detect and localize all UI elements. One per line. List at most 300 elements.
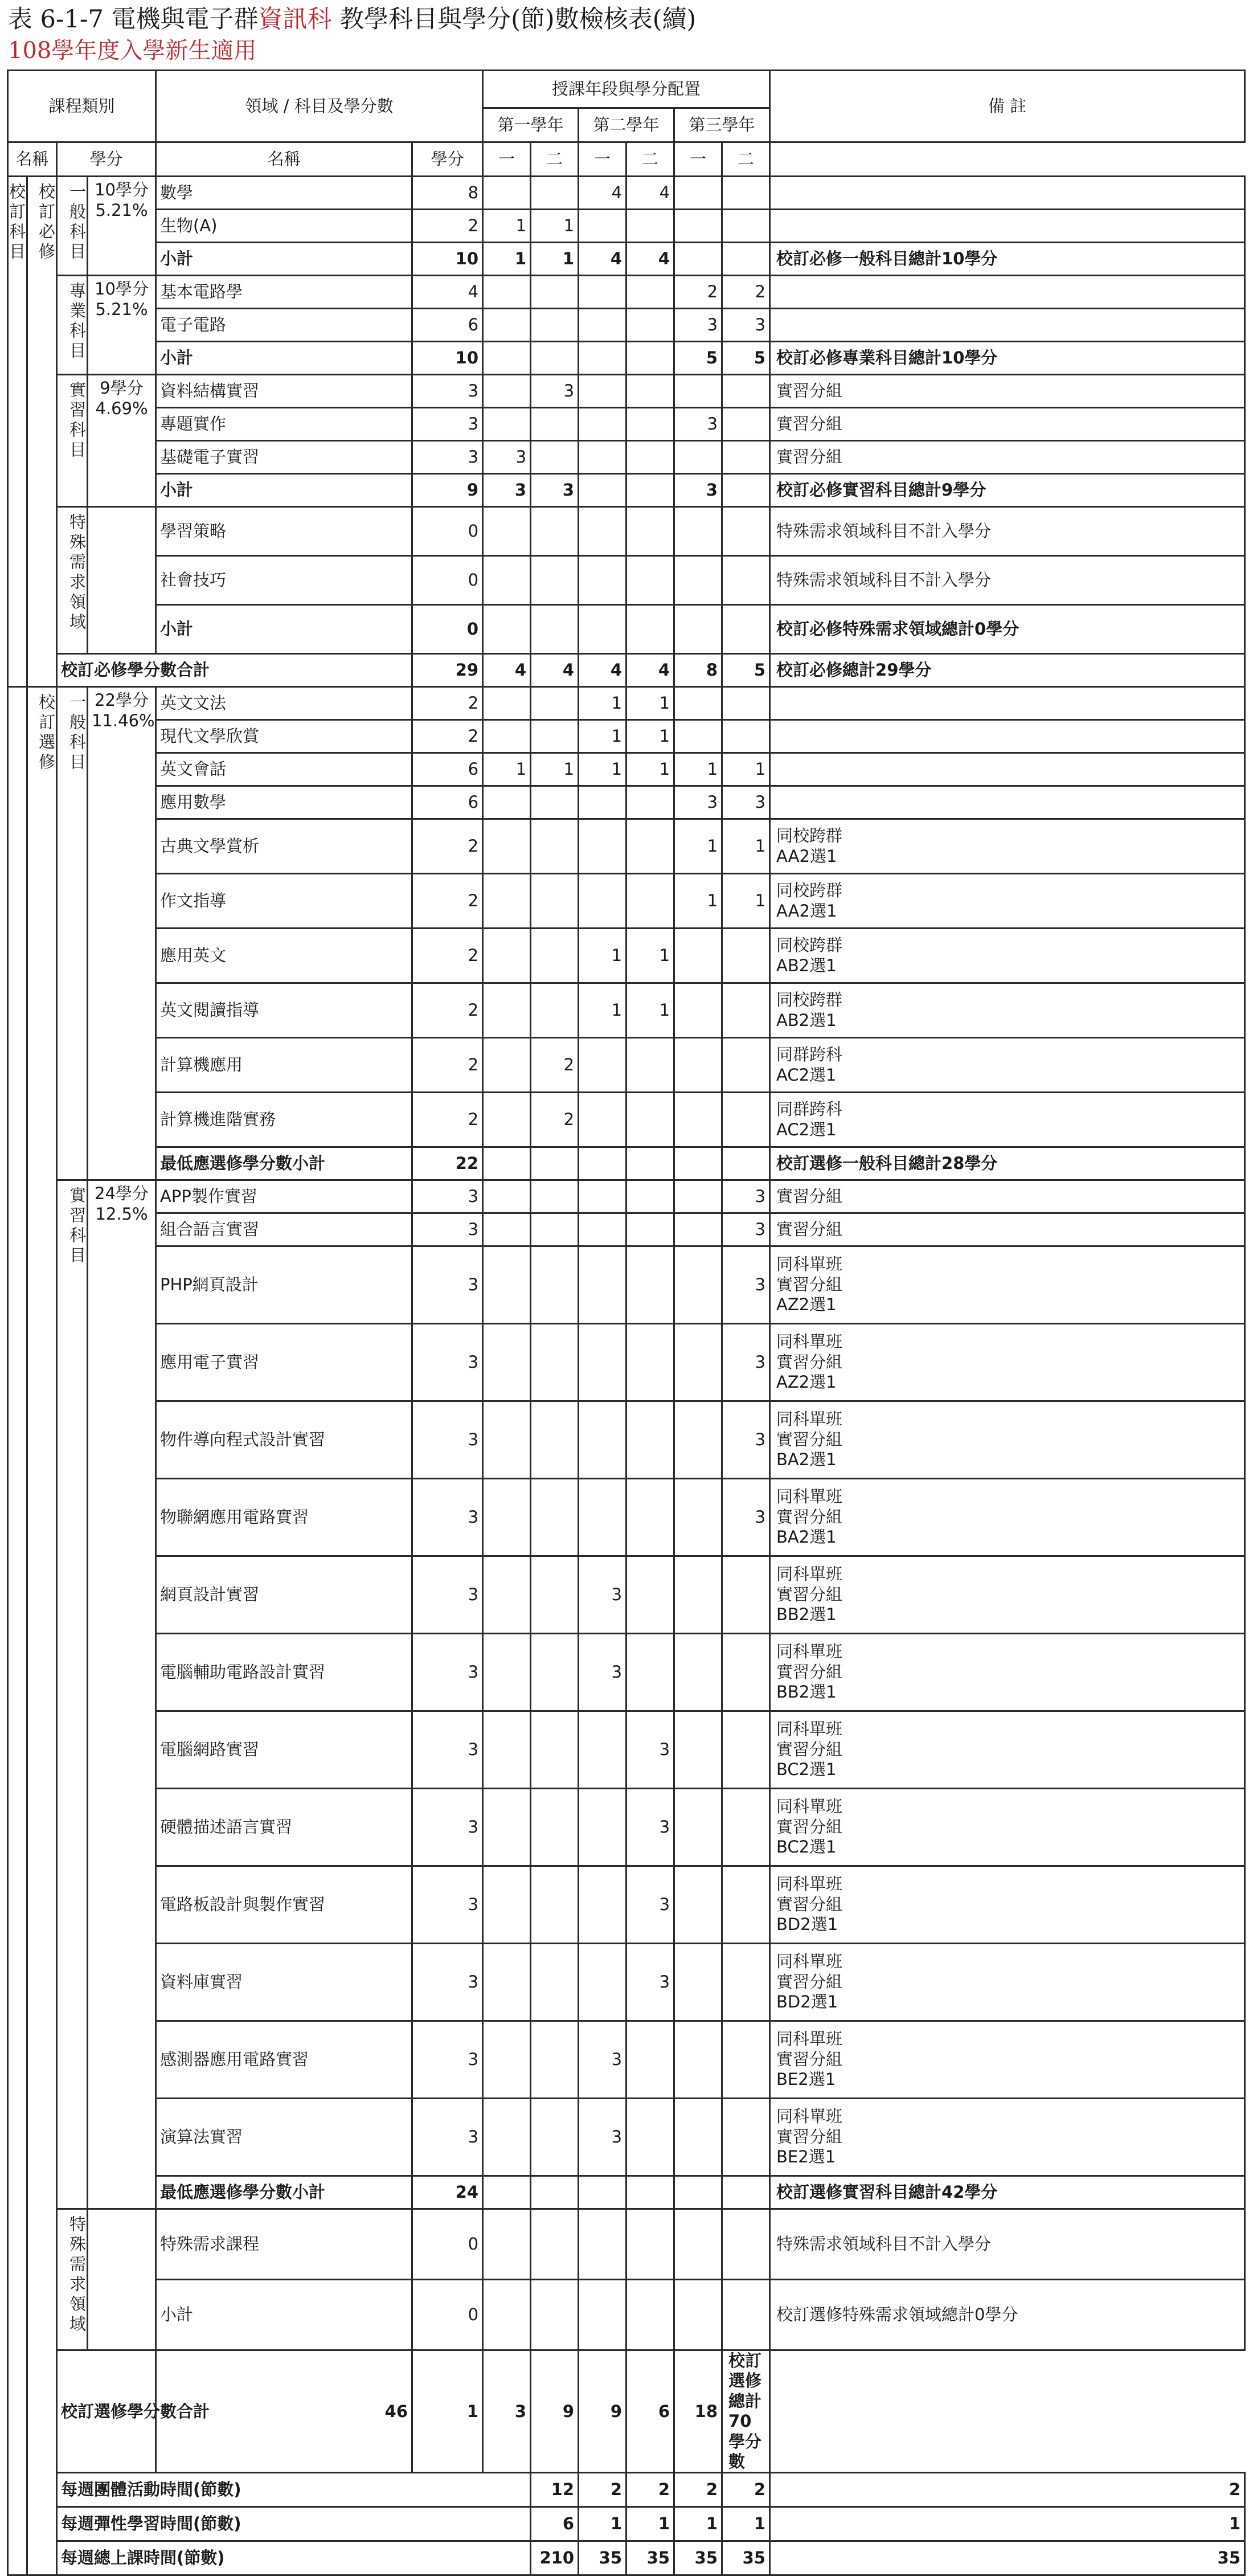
- group-credit-empty: [88, 2209, 156, 2350]
- semester-credit: [722, 605, 770, 654]
- subject-credits: 2: [412, 983, 483, 1038]
- row-note: 同科單班 實習分組 BD2選1: [770, 1944, 1245, 2021]
- table-row: [8, 276, 1245, 309]
- semester-credit: [531, 2176, 579, 2209]
- semester-credit: [579, 1401, 626, 1479]
- table-row: [8, 1556, 1245, 1634]
- subject-credits: 3: [412, 1556, 483, 1634]
- semester-credit: [579, 1324, 626, 1401]
- semester-credit: 18: [674, 2350, 722, 2473]
- subject-credits: 12: [531, 2473, 579, 2507]
- subject-name: 小計: [156, 605, 412, 654]
- semester-credit: [579, 1038, 626, 1093]
- semester-credit: 4: [579, 654, 626, 687]
- table-row: [8, 342, 1245, 375]
- semester-credit: 1: [722, 819, 770, 874]
- table-row: [8, 1944, 1245, 2021]
- row-note: 同群跨科 AC2選1: [770, 1038, 1245, 1093]
- semester-credit: [722, 1093, 770, 1147]
- table-row: [8, 243, 1245, 276]
- semester-credit: [531, 1789, 579, 1866]
- semester-credit: [531, 276, 579, 309]
- semester-credit: 3: [531, 375, 579, 408]
- semester-credit: 3: [626, 1866, 674, 1944]
- table-row: [8, 753, 1245, 786]
- semester-credit: [722, 210, 770, 243]
- semester-credit: [626, 874, 674, 929]
- subject-name: 應用數學: [156, 786, 412, 819]
- subject-credits: 0: [412, 2280, 483, 2350]
- semester-credit: [483, 1038, 531, 1093]
- subject-name: 古典文學賞析: [156, 819, 412, 874]
- subject-name: 計算機應用: [156, 1038, 412, 1093]
- semester-credit: [579, 874, 626, 929]
- semester-credit: [483, 177, 531, 210]
- page-title: [8, 5, 696, 34]
- group-school-subjects: 校訂科目: [8, 177, 27, 687]
- table-row: [8, 1324, 1245, 1401]
- table-row: [8, 1246, 1245, 1324]
- group-credit: 10學分 5.21%: [88, 276, 156, 375]
- semester-credit: [483, 309, 531, 342]
- semester-credit: [674, 1324, 722, 1401]
- title-suffix: 教學科目與學分(節)數檢核表(續): [331, 5, 697, 34]
- subject-name: 英文文法: [156, 687, 412, 720]
- semester-credit: 1: [626, 929, 674, 983]
- subject-credits: 46: [156, 2350, 412, 2473]
- subject-credits: 6: [412, 786, 483, 819]
- semester-credit: [483, 1711, 531, 1789]
- subject-credits: 2: [412, 720, 483, 753]
- semester-credit: [722, 929, 770, 983]
- group-credit-empty: [88, 507, 156, 654]
- semester-credit: [531, 720, 579, 753]
- semester-credit: [674, 1634, 722, 1711]
- title-prefix: 表 6-1-7 電機與電子群: [8, 5, 259, 34]
- semester-credit: [579, 375, 626, 408]
- subject-name: 應用英文: [156, 929, 412, 983]
- page-subtitle: 108學年度入學新生適用: [8, 38, 257, 64]
- subject-name: 社會技巧: [156, 556, 412, 605]
- subject-credits: 3: [412, 1944, 483, 2021]
- row-note: 同校跨群 AB2選1: [770, 929, 1245, 983]
- table-row: [8, 474, 1245, 507]
- semester-credit: 1: [579, 687, 626, 720]
- semester-credit: [531, 1634, 579, 1711]
- subject-credits: 3: [412, 1401, 483, 1479]
- row-note: 校訂選修特殊需求領域總計0學分: [770, 2280, 1245, 2350]
- semester-credit: 1: [531, 753, 579, 786]
- semester-credit: [531, 786, 579, 819]
- semester-credit: [722, 1866, 770, 1944]
- row-note: [770, 309, 1245, 342]
- row-note: [770, 786, 1245, 819]
- subject-name: 演算法實習: [156, 2099, 412, 2176]
- header-year2: 第二學年: [579, 108, 674, 142]
- semester-credit: [579, 605, 626, 654]
- table-row: [8, 1479, 1245, 1556]
- semester-credit: [579, 309, 626, 342]
- semester-credit: 4: [531, 654, 579, 687]
- semester-credit: [579, 2176, 626, 2209]
- subject-name: 每週總上課時間(節數): [57, 2541, 531, 2575]
- subject-credits: 24: [412, 2176, 483, 2209]
- semester-credit: [483, 1944, 531, 2021]
- semester-credit: 8: [674, 654, 722, 687]
- semester-credit: [531, 1213, 579, 1246]
- semester-credit: [722, 687, 770, 720]
- group-credit: 10學分 5.21%: [88, 177, 156, 276]
- row-note: [770, 720, 1245, 753]
- semester-credit: [579, 819, 626, 874]
- semester-credit: 1: [674, 819, 722, 874]
- semester-credit: 3: [483, 2350, 531, 2473]
- header-allocation: 授課年段與學分配置: [483, 71, 770, 108]
- semester-credit: [674, 2280, 722, 2350]
- semester-credit: [674, 1556, 722, 1634]
- row-note: [770, 276, 1245, 309]
- semester-credit: [674, 687, 722, 720]
- row-note: 校訂必修總計29學分: [770, 654, 1245, 687]
- subject-name: 資料庫實習: [156, 1944, 412, 2021]
- semester-credit: 1: [531, 243, 579, 276]
- semester-credit: [483, 1246, 531, 1324]
- row-note: 實習分組: [770, 1180, 1245, 1213]
- row-note: 校訂必修特殊需求領域總計0學分: [770, 605, 1245, 654]
- table-row: [8, 874, 1245, 929]
- semester-credit: [722, 441, 770, 474]
- semester-credit: [531, 929, 579, 983]
- subject-credits: 2: [412, 1093, 483, 1147]
- semester-credit: [626, 1147, 674, 1180]
- subject-name: 電子電路: [156, 309, 412, 342]
- semester-credit: 1: [483, 243, 531, 276]
- semester-credit: [626, 1401, 674, 1479]
- row-note: 實習分組: [770, 1213, 1245, 1246]
- subject-credits: 3: [412, 1789, 483, 1866]
- group-credit: 24學分 12.5%: [88, 1180, 156, 2209]
- semester-credit: 2: [626, 2473, 674, 2507]
- semester-credit: 3: [579, 2021, 626, 2099]
- row-note: 同科單班 實習分組 BE2選1: [770, 2021, 1245, 2099]
- table-row: [8, 1147, 1245, 1180]
- semester-credit: [722, 2099, 770, 2176]
- group-general: 一般科目: [57, 177, 88, 276]
- row-note: 校訂選修實習科目總計42學分: [770, 2176, 1245, 2209]
- semester-credit: 3: [722, 309, 770, 342]
- semester-credit: 1: [483, 210, 531, 243]
- row-note: 校訂必修一般科目總計10學分: [770, 243, 1245, 276]
- semester-credit: 4: [626, 243, 674, 276]
- semester-credit: [626, 819, 674, 874]
- row-note: 同校跨群 AB2選1: [770, 983, 1245, 1038]
- semester-credit: 5: [722, 654, 770, 687]
- subject-credits: 22: [412, 1147, 483, 1180]
- subject-name: 小計: [156, 2280, 412, 2350]
- row-note: 同科單班 實習分組 BC2選1: [770, 1789, 1245, 1866]
- semester-credit: [674, 1180, 722, 1213]
- row-note: [770, 753, 1245, 786]
- semester-credit: [483, 375, 531, 408]
- semester-credit: 1: [626, 2507, 674, 2541]
- table-row: [8, 2099, 1245, 2176]
- subject-name: 每週彈性學習時間(節數): [57, 2507, 531, 2541]
- subject-credits: 3: [412, 408, 483, 441]
- semester-credit: [674, 441, 722, 474]
- header-y3-s1: 一: [674, 142, 722, 177]
- row-note: 實習分組: [770, 441, 1245, 474]
- semester-credit: [483, 2176, 531, 2209]
- subject-credits: 2: [412, 687, 483, 720]
- table-row: [8, 556, 1245, 605]
- row-note: 同科單班 實習分組 BB2選1: [770, 1556, 1245, 1634]
- semester-credit: [579, 1711, 626, 1789]
- semester-credit: 3: [722, 786, 770, 819]
- semester-credit: [674, 1213, 722, 1246]
- subject-credits: 3: [412, 1866, 483, 1944]
- semester-credit: [531, 1479, 579, 1556]
- semester-credit: [674, 983, 722, 1038]
- subject-name: 基礎電子實習: [156, 441, 412, 474]
- semester-credit: 1: [626, 720, 674, 753]
- semester-credit: [674, 605, 722, 654]
- subject-credits: 10: [412, 342, 483, 375]
- semester-credit: 1: [770, 2507, 1245, 2541]
- semester-credit: [722, 1147, 770, 1180]
- semester-credit: [674, 1866, 722, 1944]
- semester-credit: 2: [722, 276, 770, 309]
- row-note: 同科單班 實習分組 BD2選1: [770, 1866, 1245, 1944]
- row-note: 校訂必修專業科目總計10學分: [770, 342, 1245, 375]
- semester-credit: 3: [626, 1711, 674, 1789]
- subject-credits: 3: [412, 441, 483, 474]
- semester-credit: 9: [531, 2350, 579, 2473]
- subject-name: 生物(A): [156, 210, 412, 243]
- semester-credit: [483, 1866, 531, 1944]
- subject-credits: 10: [412, 243, 483, 276]
- semester-credit: [626, 342, 674, 375]
- subject-credits: 3: [412, 1246, 483, 1324]
- semester-credit: [531, 819, 579, 874]
- table-row: [8, 177, 1245, 210]
- semester-credit: [626, 1093, 674, 1147]
- semester-credit: [722, 2176, 770, 2209]
- semester-credit: 1: [579, 929, 626, 983]
- semester-credit: 6: [626, 2350, 674, 2473]
- semester-credit: [674, 375, 722, 408]
- semester-credit: 3: [531, 474, 579, 507]
- semester-credit: [579, 1866, 626, 1944]
- semester-credit: 1: [579, 2507, 626, 2541]
- subject-credits: 6: [531, 2507, 579, 2541]
- semester-credit: [531, 1866, 579, 1944]
- semester-credit: [674, 2209, 722, 2280]
- semester-credit: [483, 929, 531, 983]
- semester-credit: [531, 1401, 579, 1479]
- semester-credit: [531, 1180, 579, 1213]
- semester-credit: [674, 1944, 722, 2021]
- semester-credit: [483, 1401, 531, 1479]
- table-row: [8, 1789, 1245, 1866]
- subject-credits: 8: [412, 177, 483, 210]
- semester-credit: [483, 1789, 531, 1866]
- semester-credit: [483, 1556, 531, 1634]
- semester-credit: [483, 1324, 531, 1401]
- subject-name: 應用電子實習: [156, 1324, 412, 1401]
- subject-name: 基本電路學: [156, 276, 412, 309]
- semester-credit: [483, 2209, 531, 2280]
- semester-credit: [722, 983, 770, 1038]
- subject-credits: 2: [412, 1038, 483, 1093]
- row-note: 同科單班 實習分組 BA2選1: [770, 1479, 1245, 1556]
- semester-credit: [531, 507, 579, 556]
- row-note: 校訂選修一般科目總計28學分: [770, 1147, 1245, 1180]
- header-domain: 領域 / 科目及學分數: [156, 71, 483, 142]
- semester-credit: 1: [531, 210, 579, 243]
- semester-credit: 4: [626, 177, 674, 210]
- semester-credit: [674, 1711, 722, 1789]
- semester-credit: 1: [483, 753, 531, 786]
- semester-credit: [531, 687, 579, 720]
- semester-credit: 35: [722, 2541, 770, 2575]
- semester-credit: [531, 441, 579, 474]
- semester-credit: [531, 874, 579, 929]
- semester-credit: [674, 1147, 722, 1180]
- table-row: [8, 786, 1245, 819]
- semester-credit: [674, 177, 722, 210]
- semester-credit: [722, 2209, 770, 2280]
- subject-name: 英文閱讀指導: [156, 983, 412, 1038]
- semester-credit: [722, 2280, 770, 2350]
- semester-credit: [626, 1556, 674, 1634]
- semester-credit: [674, 1093, 722, 1147]
- semester-credit: 3: [626, 1944, 674, 2021]
- semester-credit: [483, 874, 531, 929]
- subject-credits: 3: [412, 2021, 483, 2099]
- semester-credit: [531, 2209, 579, 2280]
- subject-credits: 0: [412, 2209, 483, 2280]
- table-row: [8, 1213, 1245, 1246]
- table-row: [8, 1038, 1245, 1093]
- subject-name: 硬體描述語言實習: [156, 1789, 412, 1866]
- semester-credit: [722, 556, 770, 605]
- semester-credit: [626, 1038, 674, 1093]
- table-row: [8, 720, 1245, 753]
- subject-name: APP製作實習: [156, 1180, 412, 1213]
- semester-credit: [722, 1634, 770, 1711]
- semester-credit: 1: [674, 874, 722, 929]
- subject-credits: 3: [412, 375, 483, 408]
- semester-credit: [722, 2021, 770, 2099]
- semester-credit: [531, 309, 579, 342]
- subject-credits: 0: [412, 605, 483, 654]
- semester-credit: 35: [770, 2541, 1245, 2575]
- semester-credit: [483, 983, 531, 1038]
- subject-credits: 6: [412, 309, 483, 342]
- semester-credit: [579, 1213, 626, 1246]
- subject-credits: 29: [412, 654, 483, 687]
- table-row: [8, 2176, 1245, 2209]
- semester-credit: [531, 408, 579, 441]
- semester-credit: [483, 342, 531, 375]
- subject-name: 物聯網應用電路實習: [156, 1479, 412, 1556]
- row-note: 同科單班 實習分組 AZ2選1: [770, 1324, 1245, 1401]
- semester-credit: [579, 1789, 626, 1866]
- semester-credit: [483, 1180, 531, 1213]
- title-highlight: 資訊科: [258, 5, 332, 34]
- row-note: [770, 687, 1245, 720]
- semester-credit: [579, 342, 626, 375]
- table-row: [8, 983, 1245, 1038]
- table-row: [8, 929, 1245, 983]
- semester-credit: 2: [674, 2473, 722, 2507]
- subject-credits: 6: [412, 753, 483, 786]
- semester-credit: [579, 2209, 626, 2280]
- semester-credit: [579, 408, 626, 441]
- semester-credit: 3: [674, 786, 722, 819]
- table-row: [8, 605, 1245, 654]
- semester-credit: [483, 687, 531, 720]
- semester-credit: 2: [531, 1093, 579, 1147]
- subject-name: 校訂必修學分數合計: [57, 654, 412, 687]
- semester-credit: [531, 983, 579, 1038]
- semester-credit: 4: [579, 177, 626, 210]
- group-elective: 校訂選修: [27, 687, 57, 2575]
- semester-credit: 2: [770, 2473, 1245, 2507]
- semester-credit: [579, 2280, 626, 2350]
- header-credits: 學分: [412, 142, 483, 177]
- semester-credit: 3: [579, 1634, 626, 1711]
- semester-credit: [579, 556, 626, 605]
- semester-credit: [626, 474, 674, 507]
- group-credit: 9學分 4.69%: [88, 375, 156, 507]
- semester-credit: [626, 1634, 674, 1711]
- semester-credit: [626, 507, 674, 556]
- table-row: [8, 1401, 1245, 1479]
- semester-credit: 4: [579, 243, 626, 276]
- semester-credit: [483, 1147, 531, 1180]
- semester-credit: 9: [579, 2350, 626, 2473]
- semester-credit: [579, 786, 626, 819]
- semester-credit: [579, 276, 626, 309]
- subject-name: 作文指導: [156, 874, 412, 929]
- semester-credit: [579, 1246, 626, 1324]
- semester-credit: [579, 1479, 626, 1556]
- table-row: [8, 2473, 1245, 2507]
- semester-credit: [579, 1944, 626, 2021]
- semester-credit: 2: [722, 2473, 770, 2507]
- table-row: [8, 2541, 1245, 2575]
- header-notes: 備 註: [770, 71, 1245, 142]
- semester-credit: [626, 1479, 674, 1556]
- semester-credit: [531, 1324, 579, 1401]
- semester-credit: [626, 210, 674, 243]
- semester-credit: [674, 720, 722, 753]
- semester-credit: [483, 1634, 531, 1711]
- semester-credit: 1: [722, 2507, 770, 2541]
- row-note: 實習分組: [770, 375, 1245, 408]
- subject-credits: 9: [412, 474, 483, 507]
- semester-credit: 3: [722, 1479, 770, 1556]
- semester-credit: [722, 507, 770, 556]
- subject-name: 特殊需求課程: [156, 2209, 412, 2280]
- subject-name: 小計: [156, 342, 412, 375]
- semester-credit: 3: [579, 1556, 626, 1634]
- semester-credit: [483, 1479, 531, 1556]
- table-row: [8, 2280, 1245, 2350]
- semester-credit: [579, 474, 626, 507]
- header-y2-s2: 二: [626, 142, 674, 177]
